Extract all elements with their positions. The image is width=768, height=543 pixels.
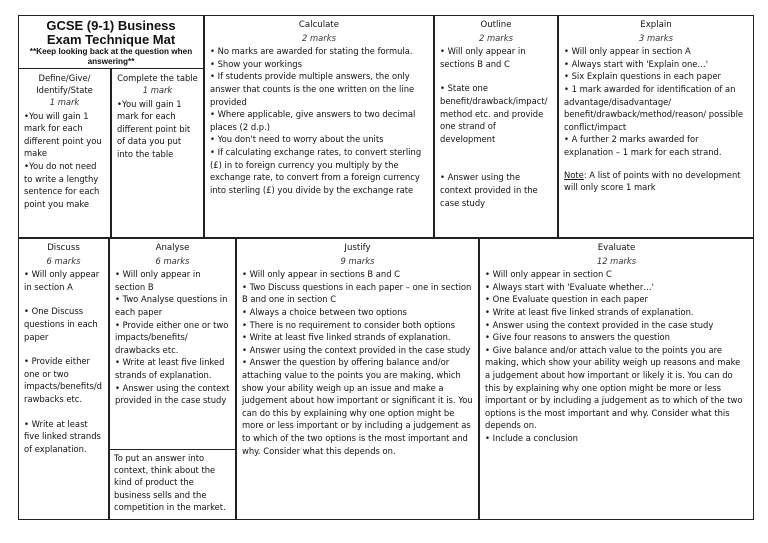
evaluate-bullet: • Give four reasons to answers the question xyxy=(485,332,670,343)
analyse-bullet: • Two Analyse questions in each paper xyxy=(115,294,228,317)
calculate-bullet: • Where applicable, give answers to two decimal places (2 d.p.) xyxy=(210,109,416,132)
justify-heading: Justify xyxy=(344,243,371,253)
complete-bullet: •You will gain 1 mark for each different point bit of data you put into the table xyxy=(117,98,191,159)
justify-box xyxy=(236,238,479,520)
analyse-bullet: • Provide either one or two impacts/benefits/ drawbacks etc. xyxy=(115,319,229,355)
justify-bullet: • Two Discuss questions in each paper – one in section B and one in section C xyxy=(242,281,472,305)
evaluate-bullet: • Give balance and/or attach value to the points you are making, which show your ability weigh up reasons and make a judgement about how important or likely it is. You can do this by explaining why one option might be more or less important or by including a judgement as to which of the two options is the most important and why. Consider what this depends on. xyxy=(485,344,743,431)
calculate-bullet: • If calculating exchange rates, to convert sterling (£) in to foreign currency you multiply by the exchange rate, to convert from a foreign currency into sterling (£) you divide by the exchange rate xyxy=(210,146,422,195)
evaluate-bullet: • Write at least five linked strands of explanation. xyxy=(485,306,694,317)
calculate-heading: Calculate xyxy=(298,20,340,30)
analyse-bullet: • Write at least five linked strands of explanation. xyxy=(115,357,225,380)
complete-marks: 1 mark xyxy=(142,85,173,95)
justify-bullet: • There is no requirement to consider both options xyxy=(242,319,455,330)
calculate-bullet: • If students provide multiple answers, the only answer that counts is the one written on the line provided xyxy=(210,71,415,107)
discuss-bullet: • Will only appear in section A xyxy=(24,269,100,292)
calculate-bullet: • Show your workings xyxy=(210,58,302,69)
explain-bullet: • 1 mark awarded for identification of an advantage/disadvantage/ benefit/drawback/method/reason/ possible conflict/impact xyxy=(564,83,744,132)
explain-heading: Explain xyxy=(640,20,672,30)
analyse-bullet: • Will only appear in section B xyxy=(115,269,201,292)
define-heading: Define/Give/ Identify/State xyxy=(36,73,93,95)
complete-table-box xyxy=(111,68,204,238)
define-marks: 1 mark xyxy=(49,97,80,107)
mat-subtitle: **Keep looking back at the question when answering** xyxy=(29,47,193,66)
context-tip-text: To put an answer into context, think about the kind of product the business sells and the competition in the market. xyxy=(114,453,226,512)
mat-title-line2: Exam Technique Mat xyxy=(46,32,176,47)
explain-bullet: • Always start with 'Explain one…' xyxy=(564,58,709,69)
explain-bullet: • Will only appear in section A xyxy=(564,46,691,57)
explain-note-text: : A list of points with no development will only score 1 mark xyxy=(564,169,741,193)
define-bullet: •You will gain 1 mark for each different point you make xyxy=(24,110,102,159)
calculate-marks: 2 marks xyxy=(302,32,336,43)
explain-note xyxy=(564,169,748,194)
analyse-heading: Analyse xyxy=(155,243,190,253)
outline-bullet: • State one benefit/drawback/impact/ method etc. and provide one strand of development xyxy=(440,83,548,144)
outline-bullet: • Will only appear in sections B and C xyxy=(440,46,526,69)
explain-note-label: Note xyxy=(564,169,584,180)
justify-bullet: • Always a choice between two options xyxy=(242,306,407,317)
define-bullet: •You do not need to write a lengthy sentence for each point you make xyxy=(24,160,100,209)
evaluate-bullet: • One Evaluate question in each paper xyxy=(485,294,648,305)
discuss-bullet: • Write at least five linked strands of explanation. xyxy=(24,418,101,454)
discuss-marks: 6 marks xyxy=(46,255,81,266)
calculate-bullet: • No marks are awarded for stating the formula. xyxy=(210,46,413,57)
context-tip-box xyxy=(109,449,236,520)
justify-marks: 9 marks xyxy=(340,255,375,266)
outline-bullet: • Answer using the context provided in the case study xyxy=(440,172,538,208)
explain-marks: 3 marks xyxy=(639,32,673,43)
explain-box xyxy=(558,15,754,238)
analyse-bullet: • Answer using the context provided in the case study xyxy=(115,382,230,406)
analyse-marks: 6 marks xyxy=(155,255,190,266)
explain-bullet: • A further 2 marks awarded for explanation – 1 mark for each strand. xyxy=(564,134,722,157)
calculate-bullet: • You don't need to worry about the units xyxy=(210,134,384,145)
evaluate-bullet: • Always start with 'Evaluate whether…' xyxy=(485,281,654,292)
evaluate-box xyxy=(479,238,754,520)
define-box xyxy=(18,68,111,238)
explain-bullet: • Six Explain questions in each paper xyxy=(564,71,721,82)
evaluate-bullet: • Will only appear in section C xyxy=(485,269,612,280)
outline-box xyxy=(434,15,558,238)
justify-bullet: • Answer using the context provided in the case study xyxy=(242,344,471,355)
title-box xyxy=(18,15,204,68)
complete-heading: Complete the table xyxy=(117,73,198,83)
justify-bullet: • Write at least five linked strands of explanation. xyxy=(242,332,451,343)
evaluate-marks: 12 marks xyxy=(596,255,637,266)
outline-heading: Outline xyxy=(480,20,512,30)
justify-bullet: • Answer the question by offering balance and/or attaching value to the points you are making, which show your ability weigh up an issue and make a judgement about how important or significant it is. You can do this by explaining why one option might be more or less important or by including a judgement as to which of the two options is the most important and why. Consider what this depends on. xyxy=(242,357,473,456)
discuss-heading: Discuss xyxy=(47,243,80,253)
evaluate-bullet: • Answer using the context provided in the case study xyxy=(485,319,714,330)
discuss-box xyxy=(18,238,109,520)
discuss-bullet: • Provide either one or two impacts/benefits/d rawbacks etc. xyxy=(24,356,102,404)
evaluate-heading: Evaluate xyxy=(597,243,636,253)
outline-marks: 2 marks xyxy=(479,32,513,43)
calculate-box xyxy=(204,15,434,238)
mat-title-line1: GCSE (9-1) Business xyxy=(46,18,176,33)
justify-bullet: • Will only appear in sections B and C xyxy=(242,269,401,280)
discuss-bullet: • One Discuss questions in each paper xyxy=(24,306,98,342)
evaluate-bullet: • Include a conclusion xyxy=(485,432,578,443)
